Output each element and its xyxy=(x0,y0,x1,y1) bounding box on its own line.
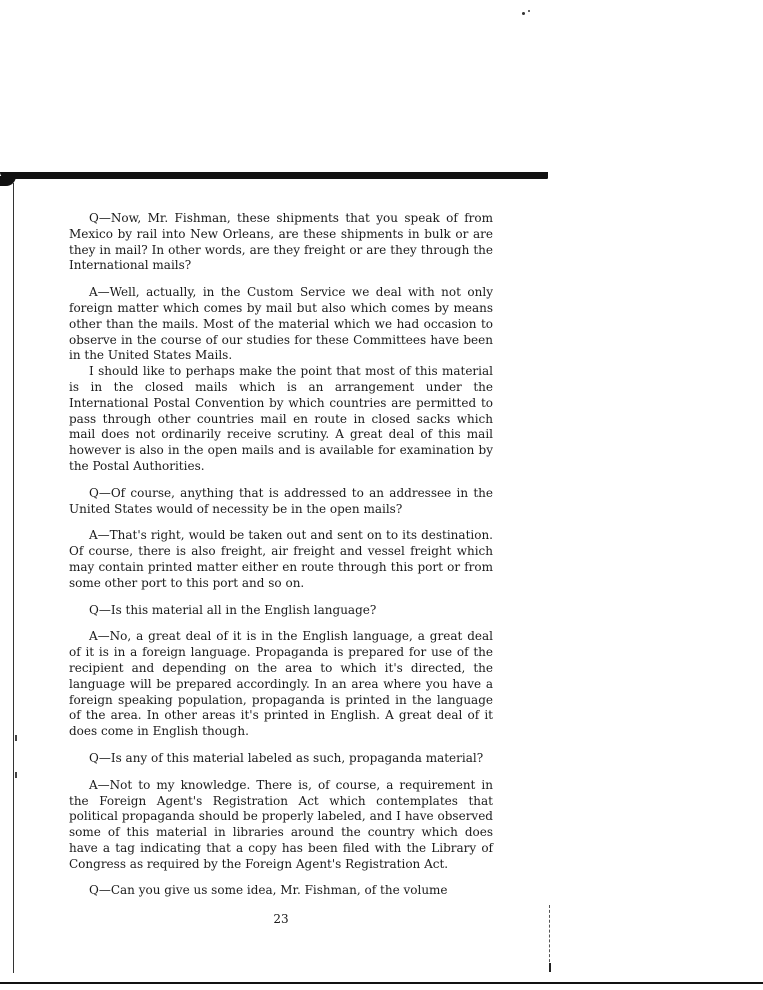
ink-speck xyxy=(528,10,530,12)
ink-speck xyxy=(522,12,525,15)
paragraph: Q—Can you give us some idea, Mr. Fishman, of the volume xyxy=(89,883,448,898)
paragraph: A—That's right, would be taken out and sent on to its destination. Of course, there is also freight, air freight and vessel freight which may contain printed matter either en route through this port or from some other port to this port and so on. xyxy=(69,528,493,590)
right-margin-dashes xyxy=(549,905,551,967)
paragraph: A—Not to my knowledge. There is, of course, a requirement in the Foreign Agent's Registration Act which contemplates that political propaganda should be properly labeled, and I have observed some of this material in libraries around the country which does have a tag indicating that a copy has been filed with the Library of Congress as required by the Foreign Agent's Registration Act. xyxy=(69,777,493,871)
top-rule xyxy=(0,172,548,179)
right-margin-mark xyxy=(549,963,551,972)
page-number: 23 xyxy=(273,912,289,926)
body-text xyxy=(69,211,493,910)
margin-tick xyxy=(15,772,17,778)
paragraph: A—No, a great deal of it is in the English language, a great deal of it is in a foreign language. Propaganda is prepared for use of the recipient and depending on the area to which it's directed, the language will be prepared accordingly. In an area where you have a foreign speaking population, propaganda is printed in the language of the area. In other areas it's printed in English. A great deal of it does come in English though. xyxy=(69,629,493,739)
paragraph: I should like to perhaps make the point that most of this material is in the closed mails which is an arrangement under the International Postal Convention by which countries are permitted to pass through other countries mail en route in closed sacks which mail does not ordinarily receive scrutiny. A great deal of this mail however is also in the open mails and is available for examination by the Postal Authorities. xyxy=(69,364,493,473)
paragraph: Q—Is any of this material labeled as such, propaganda material? xyxy=(89,750,484,765)
paragraph: Q—Is this material all in the English language? xyxy=(89,602,377,617)
bottom-rule xyxy=(0,982,763,984)
paragraph: Q—Now, Mr. Fishman, these shipments that you speak of from Mexico by rail into New Orleans, are these shipments in bulk or are they in mail? In other words, are they freight or are they through the International mails? xyxy=(69,211,493,273)
left-margin-line xyxy=(13,183,14,973)
paragraph: A—Well, actually, in the Custom Service we deal with not only foreign matter which comes by mail but also which comes by means other than the mails. Most of the material which we had occasion to observe in the course of our studies for these Committees have been in the United States Mails. xyxy=(69,285,493,363)
margin-tick xyxy=(15,735,17,741)
paragraph: Q—Of course, anything that is addressed to an addressee in the United States would of necessity be in the open mails? xyxy=(69,485,493,516)
